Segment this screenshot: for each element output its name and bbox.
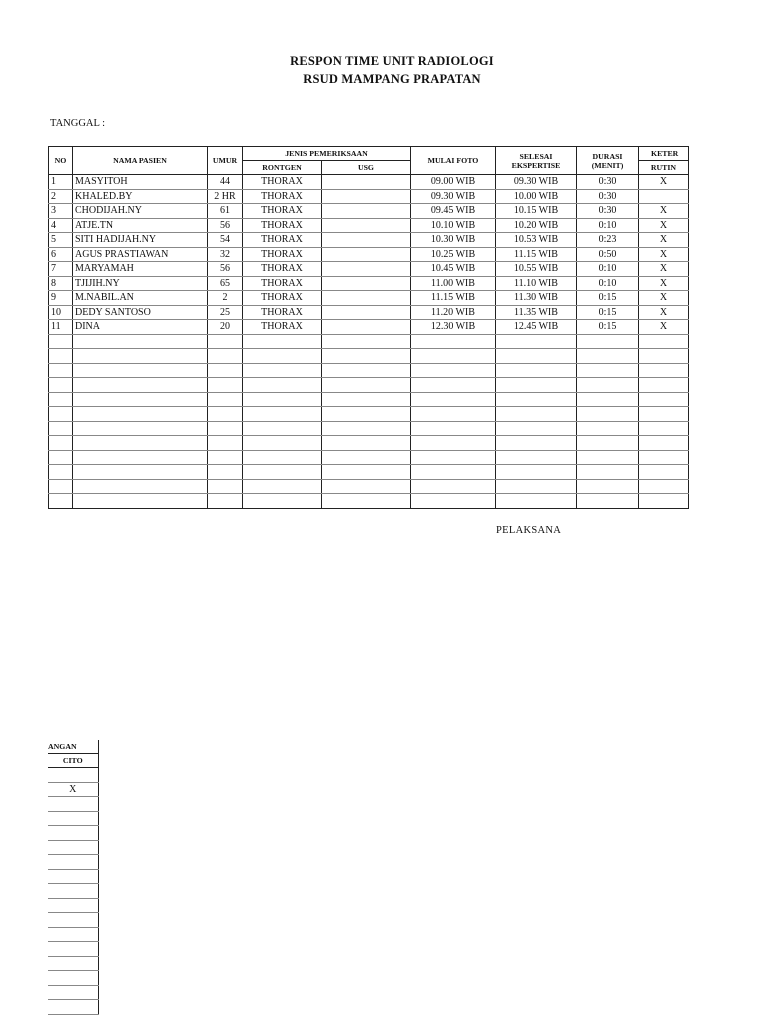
cell-nama-pasien: KHALED.BY bbox=[73, 189, 208, 204]
cell-rontgen: THORAX bbox=[243, 247, 322, 262]
cell-rontgen bbox=[243, 450, 322, 465]
table-row bbox=[48, 1000, 98, 1015]
cell-nama-pasien bbox=[73, 421, 208, 436]
cell-mulai-foto bbox=[411, 436, 496, 451]
cell-nama-pasien: CHODIJAH.NY bbox=[73, 204, 208, 219]
cell-rutin bbox=[639, 334, 689, 349]
cell-rontgen bbox=[243, 494, 322, 509]
cell-umur: 56 bbox=[208, 262, 243, 277]
table-row bbox=[48, 840, 98, 855]
cell-cito bbox=[48, 956, 98, 971]
cell-usg bbox=[322, 305, 411, 320]
cell-no bbox=[49, 479, 73, 494]
cell-durasi bbox=[577, 378, 639, 393]
cell-mulai-foto: 10.45 WIB bbox=[411, 262, 496, 277]
cell-usg bbox=[322, 363, 411, 378]
table-row bbox=[49, 175, 689, 190]
cell-rutin bbox=[639, 349, 689, 364]
cell-rontgen bbox=[243, 349, 322, 364]
cell-durasi: 0:50 bbox=[577, 247, 639, 262]
cell-umur bbox=[208, 363, 243, 378]
cell-selesai-ekspertise: 11.10 WIB bbox=[496, 276, 577, 291]
cell-no bbox=[49, 421, 73, 436]
cell-selesai-ekspertise bbox=[496, 349, 577, 364]
cell-selesai-ekspertise bbox=[496, 465, 577, 480]
cell-selesai-ekspertise: 12.45 WIB bbox=[496, 320, 577, 335]
cell-mulai-foto: 10.25 WIB bbox=[411, 247, 496, 262]
header-jenis-pemeriksaan: JENIS PEMERIKSAAN bbox=[243, 147, 411, 161]
cell-no bbox=[49, 450, 73, 465]
cell-durasi: 0:30 bbox=[577, 175, 639, 190]
cell-cito bbox=[48, 898, 98, 913]
header-durasi: DURASI (MENIT) bbox=[577, 147, 639, 175]
table-row bbox=[48, 942, 98, 957]
cell-cito bbox=[48, 855, 98, 870]
cell-no bbox=[49, 436, 73, 451]
response-time-table bbox=[48, 146, 689, 509]
cell-selesai-ekspertise: 10.53 WIB bbox=[496, 233, 577, 248]
cell-nama-pasien bbox=[73, 494, 208, 509]
cell-nama-pasien bbox=[73, 407, 208, 422]
pelaksana-label: PELAKSANA bbox=[496, 525, 562, 536]
cell-rutin bbox=[639, 378, 689, 393]
cell-nama-pasien: M.NABIL.AN bbox=[73, 291, 208, 306]
cell-umur bbox=[208, 479, 243, 494]
cell-usg bbox=[322, 175, 411, 190]
cell-usg bbox=[322, 450, 411, 465]
cell-rutin bbox=[639, 465, 689, 480]
header-keter: KETER bbox=[639, 147, 689, 161]
cell-rutin: X bbox=[639, 262, 689, 277]
cell-durasi bbox=[577, 450, 639, 465]
cell-umur: 20 bbox=[208, 320, 243, 335]
cell-usg bbox=[322, 189, 411, 204]
cell-umur: 2 HR bbox=[208, 189, 243, 204]
cell-rontgen: THORAX bbox=[243, 204, 322, 219]
table-row bbox=[48, 797, 98, 812]
cell-rutin: X bbox=[639, 204, 689, 219]
cell-mulai-foto: 10.10 WIB bbox=[411, 218, 496, 233]
cell-rutin: X bbox=[639, 233, 689, 248]
cell-cito bbox=[48, 942, 98, 957]
cell-nama-pasien bbox=[73, 450, 208, 465]
table-row bbox=[48, 782, 98, 797]
cell-durasi: 0:23 bbox=[577, 233, 639, 248]
tanggal-label: TANGGAL : bbox=[50, 118, 106, 129]
cell-selesai-ekspertise bbox=[496, 436, 577, 451]
cell-rontgen bbox=[243, 407, 322, 422]
cell-umur: 25 bbox=[208, 305, 243, 320]
cell-rutin: X bbox=[639, 175, 689, 190]
cell-usg bbox=[322, 436, 411, 451]
table-row bbox=[48, 956, 98, 971]
cell-mulai-foto bbox=[411, 392, 496, 407]
cell-mulai-foto bbox=[411, 421, 496, 436]
header-rontgen: RONTGEN bbox=[243, 161, 322, 175]
cell-no: 5 bbox=[49, 233, 73, 248]
cell-durasi: 0:10 bbox=[577, 218, 639, 233]
table-row bbox=[49, 262, 689, 277]
cell-usg bbox=[322, 421, 411, 436]
cell-mulai-foto bbox=[411, 334, 496, 349]
cell-mulai-foto: 09.00 WIB bbox=[411, 175, 496, 190]
cell-durasi bbox=[577, 407, 639, 422]
cell-cito bbox=[48, 797, 98, 812]
cell-umur bbox=[208, 494, 243, 509]
cell-mulai-foto bbox=[411, 465, 496, 480]
cell-cito bbox=[48, 884, 98, 899]
cell-nama-pasien: DEDY SANTOSO bbox=[73, 305, 208, 320]
cell-mulai-foto: 10.30 WIB bbox=[411, 233, 496, 248]
cell-rontgen: THORAX bbox=[243, 218, 322, 233]
cell-umur: 44 bbox=[208, 175, 243, 190]
cell-rutin bbox=[639, 407, 689, 422]
cell-rontgen: THORAX bbox=[243, 262, 322, 277]
table-row bbox=[48, 898, 98, 913]
table-row bbox=[49, 378, 689, 393]
cell-rontgen bbox=[243, 378, 322, 393]
cell-no: 4 bbox=[49, 218, 73, 233]
page-subtitle: RSUD MAMPANG PRAPATAN bbox=[303, 72, 481, 86]
cell-usg bbox=[322, 262, 411, 277]
table-row bbox=[49, 320, 689, 335]
cell-rontgen: THORAX bbox=[243, 291, 322, 306]
cell-no: 10 bbox=[49, 305, 73, 320]
cell-selesai-ekspertise: 11.30 WIB bbox=[496, 291, 577, 306]
cell-nama-pasien: TJIJIH.NY bbox=[73, 276, 208, 291]
cell-usg bbox=[322, 349, 411, 364]
cell-rontgen: THORAX bbox=[243, 233, 322, 248]
cell-nama-pasien: DINA bbox=[73, 320, 208, 335]
cell-rutin: X bbox=[639, 218, 689, 233]
cell-usg bbox=[322, 378, 411, 393]
cell-no: 2 bbox=[49, 189, 73, 204]
header-no: NO bbox=[49, 147, 73, 175]
cell-mulai-foto: 09.30 WIB bbox=[411, 189, 496, 204]
cell-rutin bbox=[639, 494, 689, 509]
table-row bbox=[49, 436, 689, 451]
cell-mulai-foto bbox=[411, 363, 496, 378]
cell-durasi bbox=[577, 479, 639, 494]
cell-cito bbox=[48, 869, 98, 884]
cell-no: 11 bbox=[49, 320, 73, 335]
cell-rontgen bbox=[243, 479, 322, 494]
cell-umur bbox=[208, 436, 243, 451]
cell-usg bbox=[322, 392, 411, 407]
cell-no: 6 bbox=[49, 247, 73, 262]
cell-rutin bbox=[639, 450, 689, 465]
cell-nama-pasien: ATJE.TN bbox=[73, 218, 208, 233]
table-row bbox=[49, 247, 689, 262]
cell-rontgen bbox=[243, 363, 322, 378]
cell-usg bbox=[322, 320, 411, 335]
cell-nama-pasien bbox=[73, 479, 208, 494]
cell-rontgen bbox=[243, 465, 322, 480]
cell-no: 9 bbox=[49, 291, 73, 306]
cell-cito bbox=[48, 811, 98, 826]
table-row bbox=[48, 768, 98, 783]
table-row bbox=[48, 884, 98, 899]
cell-usg bbox=[322, 291, 411, 306]
cell-umur: 32 bbox=[208, 247, 243, 262]
cell-mulai-foto bbox=[411, 407, 496, 422]
cell-mulai-foto: 11.00 WIB bbox=[411, 276, 496, 291]
cell-umur bbox=[208, 465, 243, 480]
cell-selesai-ekspertise: 10.20 WIB bbox=[496, 218, 577, 233]
cell-cito bbox=[48, 985, 98, 1000]
cell-rontgen: THORAX bbox=[243, 320, 322, 335]
cell-umur: 2 bbox=[208, 291, 243, 306]
continuation-table bbox=[48, 740, 99, 1015]
cell-cito bbox=[48, 1000, 98, 1015]
cell-usg bbox=[322, 465, 411, 480]
cell-umur bbox=[208, 392, 243, 407]
cell-no: 1 bbox=[49, 175, 73, 190]
cell-mulai-foto: 09.45 WIB bbox=[411, 204, 496, 219]
cell-durasi: 0:10 bbox=[577, 262, 639, 277]
cell-nama-pasien: MARYAMAH bbox=[73, 262, 208, 277]
cell-durasi bbox=[577, 436, 639, 451]
cell-usg bbox=[322, 218, 411, 233]
cell-rontgen: THORAX bbox=[243, 305, 322, 320]
cell-mulai-foto: 12.30 WIB bbox=[411, 320, 496, 335]
cell-rutin bbox=[639, 189, 689, 204]
table-row bbox=[49, 218, 689, 233]
cell-umur bbox=[208, 407, 243, 422]
cell-umur bbox=[208, 450, 243, 465]
table-row bbox=[49, 349, 689, 364]
cell-umur bbox=[208, 349, 243, 364]
cell-usg bbox=[322, 334, 411, 349]
cell-durasi: 0:30 bbox=[577, 189, 639, 204]
cell-rutin: X bbox=[639, 305, 689, 320]
cell-nama-pasien bbox=[73, 349, 208, 364]
cell-usg bbox=[322, 407, 411, 422]
header-usg: USG bbox=[322, 161, 411, 175]
header-nama-pasien: NAMA PASIEN bbox=[73, 147, 208, 175]
cell-selesai-ekspertise bbox=[496, 494, 577, 509]
cell-usg bbox=[322, 479, 411, 494]
cell-rutin: X bbox=[639, 320, 689, 335]
table-row bbox=[49, 392, 689, 407]
cell-cito: X bbox=[48, 782, 98, 797]
cell-durasi: 0:30 bbox=[577, 204, 639, 219]
cell-no bbox=[49, 407, 73, 422]
cell-rutin bbox=[639, 479, 689, 494]
table-row bbox=[49, 189, 689, 204]
cell-cito bbox=[48, 913, 98, 928]
cell-rutin bbox=[639, 436, 689, 451]
cell-rontgen: THORAX bbox=[243, 276, 322, 291]
cell-nama-pasien: AGUS PRASTIAWAN bbox=[73, 247, 208, 262]
cell-selesai-ekspertise: 10.55 WIB bbox=[496, 262, 577, 277]
cell-selesai-ekspertise bbox=[496, 450, 577, 465]
cell-rontgen bbox=[243, 392, 322, 407]
cell-nama-pasien bbox=[73, 378, 208, 393]
cell-no bbox=[49, 378, 73, 393]
cell-durasi: 0:15 bbox=[577, 291, 639, 306]
cell-durasi bbox=[577, 421, 639, 436]
cell-usg bbox=[322, 494, 411, 509]
table-row bbox=[49, 450, 689, 465]
cell-selesai-ekspertise bbox=[496, 421, 577, 436]
cell-mulai-foto bbox=[411, 494, 496, 509]
cell-no: 3 bbox=[49, 204, 73, 219]
cell-rutin bbox=[639, 421, 689, 436]
cell-umur bbox=[208, 378, 243, 393]
cell-durasi bbox=[577, 465, 639, 480]
cell-cito bbox=[48, 826, 98, 841]
cell-usg bbox=[322, 233, 411, 248]
cell-durasi: 0:15 bbox=[577, 320, 639, 335]
cell-no: 7 bbox=[49, 262, 73, 277]
cell-selesai-ekspertise bbox=[496, 407, 577, 422]
cell-rontgen bbox=[243, 334, 322, 349]
cell-mulai-foto bbox=[411, 479, 496, 494]
table-row bbox=[49, 421, 689, 436]
cell-umur: 54 bbox=[208, 233, 243, 248]
cell-rontgen: THORAX bbox=[243, 175, 322, 190]
header-umur: UMUR bbox=[208, 147, 243, 175]
cell-mulai-foto bbox=[411, 450, 496, 465]
table-row bbox=[48, 869, 98, 884]
cell-rutin bbox=[639, 363, 689, 378]
cell-nama-pasien: SITI HADIJAH.NY bbox=[73, 233, 208, 248]
cell-durasi bbox=[577, 349, 639, 364]
table-row bbox=[49, 204, 689, 219]
cell-durasi bbox=[577, 494, 639, 509]
cell-selesai-ekspertise bbox=[496, 378, 577, 393]
cell-selesai-ekspertise bbox=[496, 392, 577, 407]
table-row bbox=[49, 479, 689, 494]
cell-cito bbox=[48, 768, 98, 783]
cell-nama-pasien: MASYITOH bbox=[73, 175, 208, 190]
cell-umur: 56 bbox=[208, 218, 243, 233]
cell-rontgen bbox=[243, 436, 322, 451]
table-row bbox=[48, 985, 98, 1000]
cell-durasi bbox=[577, 363, 639, 378]
cell-umur: 61 bbox=[208, 204, 243, 219]
cell-durasi bbox=[577, 334, 639, 349]
table-row bbox=[49, 494, 689, 509]
table-row bbox=[49, 276, 689, 291]
table-row bbox=[48, 826, 98, 841]
cell-no bbox=[49, 363, 73, 378]
table-row bbox=[48, 913, 98, 928]
cell-cito bbox=[48, 971, 98, 986]
table-row bbox=[49, 291, 689, 306]
cell-mulai-foto bbox=[411, 349, 496, 364]
cell-usg bbox=[322, 247, 411, 262]
cell-rutin: X bbox=[639, 247, 689, 262]
table-row bbox=[49, 363, 689, 378]
table-body bbox=[49, 175, 689, 509]
cell-selesai-ekspertise: 11.35 WIB bbox=[496, 305, 577, 320]
cell-selesai-ekspertise: 11.15 WIB bbox=[496, 247, 577, 262]
table-row bbox=[48, 927, 98, 942]
cell-usg bbox=[322, 204, 411, 219]
cell-nama-pasien bbox=[73, 363, 208, 378]
cell-rutin: X bbox=[639, 276, 689, 291]
table-row bbox=[49, 407, 689, 422]
cell-no bbox=[49, 494, 73, 509]
cell-selesai-ekspertise bbox=[496, 479, 577, 494]
cell-mulai-foto: 11.15 WIB bbox=[411, 291, 496, 306]
cell-rontgen bbox=[243, 421, 322, 436]
cell-no bbox=[49, 349, 73, 364]
table-row bbox=[48, 855, 98, 870]
cell-no bbox=[49, 392, 73, 407]
cell-umur: 65 bbox=[208, 276, 243, 291]
cell-selesai-ekspertise: 10.00 WIB bbox=[496, 189, 577, 204]
continuation-body bbox=[48, 768, 98, 1015]
table-row bbox=[48, 811, 98, 826]
cell-nama-pasien bbox=[73, 436, 208, 451]
table-row bbox=[48, 971, 98, 986]
cell-umur bbox=[208, 421, 243, 436]
cell-selesai-ekspertise: 09.30 WIB bbox=[496, 175, 577, 190]
cell-selesai-ekspertise bbox=[496, 334, 577, 349]
cell-no bbox=[49, 334, 73, 349]
cell-selesai-ekspertise: 10.15 WIB bbox=[496, 204, 577, 219]
header-mulai-foto: MULAI FOTO bbox=[411, 147, 496, 175]
cell-cito bbox=[48, 927, 98, 942]
cell-durasi: 0:15 bbox=[577, 305, 639, 320]
cell-no bbox=[49, 465, 73, 480]
cell-selesai-ekspertise bbox=[496, 363, 577, 378]
header-rutin: RUTIN bbox=[639, 161, 689, 175]
cell-cito bbox=[48, 840, 98, 855]
header-keterangan-fragment: ANGAN bbox=[48, 740, 98, 754]
cell-rutin: X bbox=[639, 291, 689, 306]
table-row bbox=[49, 305, 689, 320]
cell-nama-pasien bbox=[73, 334, 208, 349]
table-row bbox=[49, 465, 689, 480]
header-selesai-ekspertise: SELESAI EKSPERTISE bbox=[496, 147, 577, 175]
cell-rutin bbox=[639, 392, 689, 407]
cell-durasi bbox=[577, 392, 639, 407]
page-title: RESPON TIME UNIT RADIOLOGI bbox=[290, 54, 494, 68]
cell-usg bbox=[322, 276, 411, 291]
cell-nama-pasien bbox=[73, 465, 208, 480]
cell-umur bbox=[208, 334, 243, 349]
cell-nama-pasien bbox=[73, 392, 208, 407]
cell-rontgen: THORAX bbox=[243, 189, 322, 204]
table-row bbox=[49, 334, 689, 349]
cell-mulai-foto bbox=[411, 378, 496, 393]
table-row bbox=[49, 233, 689, 248]
header-cito: CITO bbox=[48, 754, 98, 768]
cell-no: 8 bbox=[49, 276, 73, 291]
cell-durasi: 0:10 bbox=[577, 276, 639, 291]
cell-mulai-foto: 11.20 WIB bbox=[411, 305, 496, 320]
